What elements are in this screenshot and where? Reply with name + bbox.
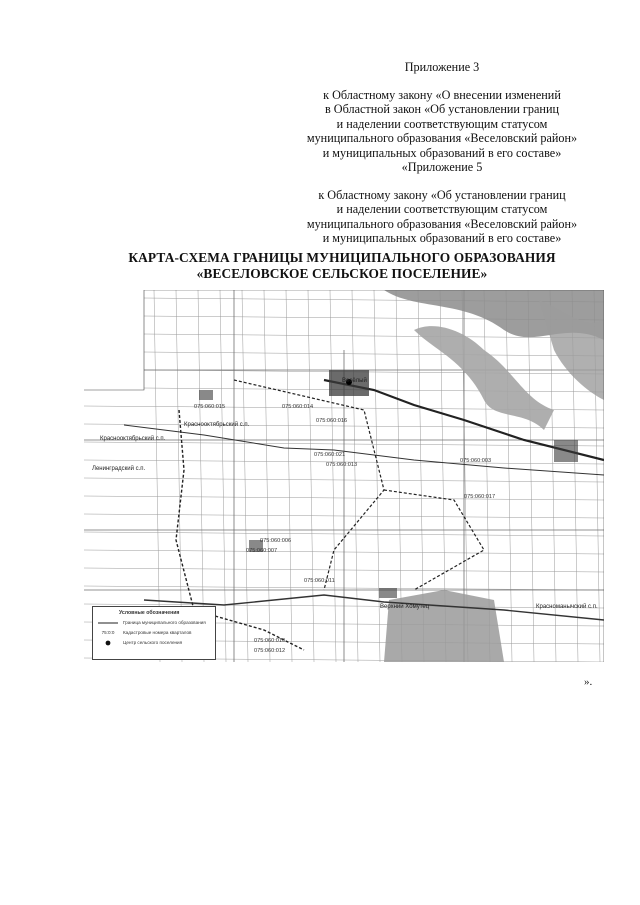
annex-line: муниципального образования «Веселовский район»	[306, 131, 578, 146]
title-line: КАРТА-СХЕМА ГРАНИЦЫ МУНИЦИПАЛЬНОГО ОБРАЗОВАНИЯ	[128, 250, 556, 265]
legend-label: Центр сельского поселения	[123, 640, 183, 645]
map-parcel-label: 075:060:012	[254, 648, 286, 654]
map-place-label: Верхний Хомутец	[380, 604, 430, 610]
map-place-label: Краснооктябрьский с.п.	[184, 422, 250, 428]
map-parcel-label: 075:060:016	[316, 418, 348, 424]
annex-header-current	[280, 60, 604, 161]
annex-line: в Областной закон «Об установлении границ	[324, 102, 559, 117]
cadastral-number-icon: 75:0:0	[101, 630, 115, 635]
title-line: «ВЕСЕЛОВСКОЕ СЕЛЬСКОЕ ПОСЕЛЕНИЕ»	[196, 266, 488, 281]
annex-line: и муниципальных образований в его составе»	[322, 231, 562, 246]
annex-line: муниципального образования «Веселовский район»	[306, 216, 578, 231]
map-parcel-label: 075:060:010	[254, 638, 286, 644]
annex-line: к Областному закону «Об установлении границ	[318, 187, 566, 202]
legend-label: Граница муниципального образования	[123, 620, 206, 625]
map-parcel-label: 075:060:011	[304, 578, 335, 584]
map-place-label: Ленинградский с.п.	[92, 466, 146, 472]
annex-line: и муниципальных образований в его составе»	[322, 145, 562, 160]
map-parcel-label: 075:060:017	[464, 494, 496, 500]
map-place-label: Краснооктябрьский с.п.	[100, 436, 166, 442]
document-title	[80, 250, 604, 282]
legend-item	[93, 618, 215, 628]
map-parcel-label: 075:060:007	[246, 548, 278, 554]
annex-line: и наделении соответствующим статусом	[336, 116, 548, 131]
legend-label: Кадастровые номера кварталов	[123, 630, 192, 635]
map-place-label: Красноманычский с.п.	[536, 604, 598, 610]
map-legend	[92, 606, 216, 660]
legend-title: Условные обозначения	[119, 610, 180, 616]
map-parcel-label: 075:060:006	[260, 538, 292, 544]
annex-header-quoted	[280, 160, 604, 246]
map-parcel-label: 075:060:021	[314, 452, 346, 458]
map-parcel-label: 075:060:013	[326, 462, 358, 468]
map-place-label: Весёлый	[342, 378, 367, 384]
annex-heading: Приложение 3	[404, 60, 480, 74]
annex-heading: «Приложение 5	[401, 160, 483, 174]
closing-quote: ».	[584, 676, 593, 688]
settlement-center-icon	[97, 640, 119, 646]
map-parcel-label: 075:060:015	[194, 404, 226, 410]
boundary-line-icon	[97, 621, 119, 625]
map-parcel-label: 075:060:014	[282, 404, 314, 410]
annex-line: к Областному закону «О внесении изменений	[323, 87, 561, 102]
annex-line: и наделении соответствующим статусом	[336, 202, 548, 217]
legend-item	[93, 638, 215, 648]
legend-item	[93, 628, 215, 638]
map-parcel-label: 075:060:003	[460, 458, 492, 464]
